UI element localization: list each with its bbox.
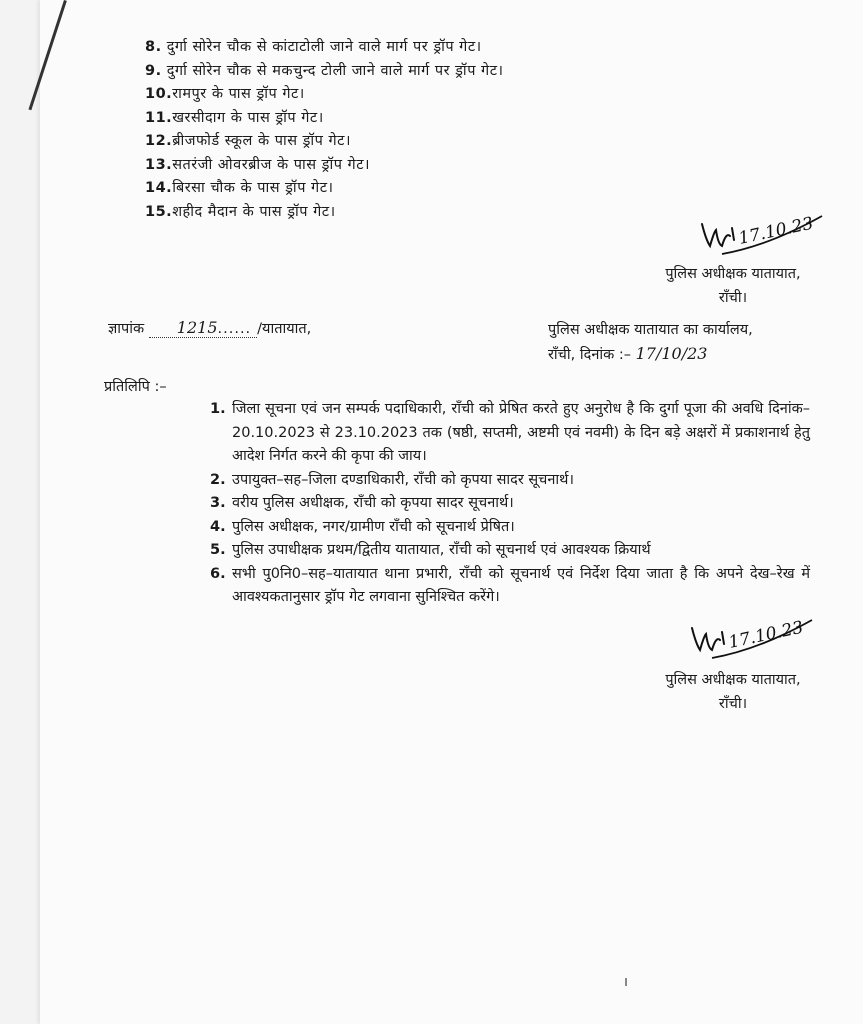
drop-gate-list [145,36,504,224]
office-address: पुलिस अधीक्षक यातायात का कार्यालय, राँची, दिनांक :– 17/10/23 [548,322,753,363]
list-item: 9. दुर्गा सोरेन चौक से मकचुन्द टोली जाने वाले मार्ग पर ड्रॉप गेट। [145,62,504,79]
list-item: 4. पुलिस अधीक्षक, नगर/ग्रामीण राँची को सूचनार्थ प्रेषित। [210,518,515,535]
handwritten-signature-1 [698,210,828,260]
list-item: 11.खरसीदाग के पास ड्रॉप गेट। [145,109,324,126]
svg-text:17.10.23: 17.10.23 [736,213,816,249]
copy-heading: प्रतिलिपि :– [104,379,167,395]
signature-block-2 [643,668,823,716]
handwritten-date: 17/10/23 [635,344,708,363]
list-item: 5. पुलिस उपाधीक्षक प्रथम/द्वितीय यातायात, राँची को सूचनार्थ एवं आवश्यक क्रियार्थ [210,542,651,558]
list-item: 8. दुर्गा सोरेन चौक से कांटाटोली जाने वाले मार्ग पर ड्रॉप गेट। [145,39,482,55]
svg-text:17.10.23: 17.10.23 [726,617,806,653]
list-item: 15.शहीद मैदान के पास ड्रॉप गेट। [145,203,336,220]
signatory-place: राँची। [718,290,748,306]
copy-recipient-list [210,398,810,610]
signatory-title: पुलिस अधीक्षक यातायात, [665,266,801,282]
memo-reference: ज्ञापांक 1215...... /यातायात, [108,318,312,337]
list-item: 1. जिला सूचना एवं जन सम्पर्क पदाधिकारी, राँची को प्रेषित करते हुए अनुरोध है कि दुर्गा पूजा की अवधि दिनांक–20.10.2023 से 23.10.2023 तक (षष्ठी, सप्तमी, अष्टमी एवं नवमी) के दिन बड़े अक्षरों में प्रकाशनार्थ हेतु आदेश निर्गत करने की कृपा की जाय। [210,401,810,464]
memo-number: 1215 [176,318,218,337]
list-item: 10.रामपुर के पास ड्रॉप गेट। [145,86,305,102]
list-item: 2. उपायुक्त–सह–जिला दण्डाधिकारी, राँची को कृपया सादर सूचनार्थ। [210,471,574,488]
list-item: 3. वरीय पुलिस अधीक्षक, राँची को कृपया सादर सूचनार्थ। [210,495,514,511]
list-item: 13.सतरंजी ओवरब्रीज के पास ड्रॉप गेट। [145,156,371,173]
signature-block-1 [643,262,823,310]
list-item: 14.बिरसा चौक के पास ड्रॉप गेट। [145,180,334,196]
signatory-place: राँची। [718,696,748,712]
signatory-title: पुलिस अधीक्षक यातायात, [665,672,801,688]
handwritten-signature-2 [688,612,818,664]
list-item: 12.ब्रीजफोर्ड स्कूल के पास ड्रॉप गेट। [145,133,351,149]
ink-speck [625,978,627,986]
list-item: 6. सभी पु0नि0–सह–यातायात थाना प्रभारी, राँची को सूचनार्थ एवं निर्देश दिया जाता है कि अपने देख–रेख में आवश्यकतानुसार ड्रॉप गेट लगवाना सुनिश्चित करेंगे। [210,565,810,605]
